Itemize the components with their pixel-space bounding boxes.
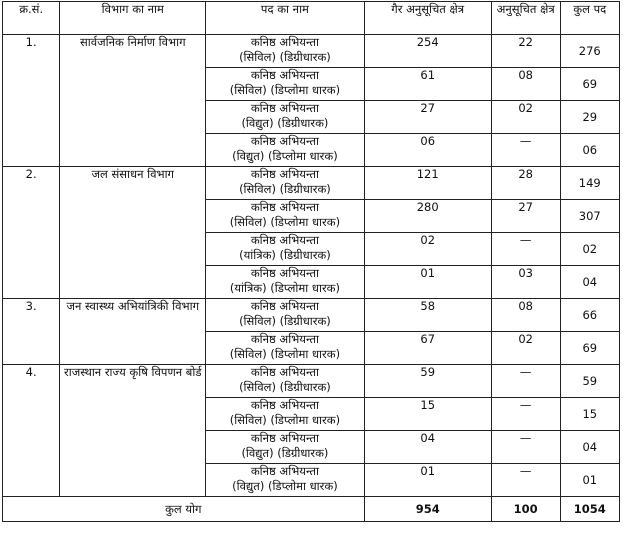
post-qualification: (यांत्रिक) (डिप्लोमा धारक): [229, 281, 340, 295]
post-qualification: (सिविल) (डिग्रीधारक): [239, 182, 331, 196]
vacancy-table: [2, 1, 620, 522]
general-area-count: 27: [364, 101, 491, 134]
post-qualification: (विद्युत) (डिप्लोमा धारक): [232, 149, 338, 163]
total-posts-count: 149: [560, 167, 619, 200]
header-post: पद का नाम: [206, 2, 364, 35]
total-posts-count: 04: [560, 266, 619, 299]
post-title: कनिष्ठ अभियन्ता: [250, 464, 320, 478]
total-posts-count: 15: [560, 398, 619, 431]
general-area-count: 121: [364, 167, 491, 200]
total-posts-count: 66: [560, 299, 619, 332]
post-title: कनिष्ठ अभियन्ता: [250, 398, 320, 412]
general-area-count: 02: [364, 233, 491, 266]
post-qualification: (सिविल) (डिग्रीधारक): [239, 50, 331, 64]
header-general: गैर अनुसूचित क्षेत्र: [364, 2, 491, 35]
table-body: [3, 35, 620, 497]
general-area-count: 58: [364, 299, 491, 332]
serial-number: 2.: [3, 167, 60, 299]
table-row: [3, 299, 620, 332]
post-name: [206, 431, 364, 464]
general-area-count: 15: [364, 398, 491, 431]
scheduled-area-count: 27: [491, 200, 560, 233]
post-title: कनिष्ठ अभियन्ता: [250, 167, 320, 181]
post-name: [206, 134, 364, 167]
header-department: विभाग का नाम: [60, 2, 206, 35]
post-name: [206, 167, 364, 200]
post-title: कनिष्ठ अभियन्ता: [250, 266, 320, 280]
scheduled-area-count: —: [491, 233, 560, 266]
post-qualification: (सिविल) (डिप्लोमा धारक): [229, 83, 341, 97]
scheduled-area-count: —: [491, 431, 560, 464]
post-name: [206, 332, 364, 365]
grand-total-general: 954: [364, 497, 491, 522]
table-row: [3, 365, 620, 398]
general-area-count: 254: [364, 35, 491, 68]
general-area-count: 61: [364, 68, 491, 101]
post-qualification: (सिविल) (डिप्लोमा धारक): [229, 413, 341, 427]
general-area-count: 67: [364, 332, 491, 365]
serial-number: 4.: [3, 365, 60, 497]
header-total: कुल पद: [560, 2, 619, 35]
total-posts-count: 307: [560, 200, 619, 233]
post-name: [206, 200, 364, 233]
post-qualification: (यांत्रिक) (डिग्रीधारक): [239, 248, 331, 262]
general-area-count: 59: [364, 365, 491, 398]
total-posts-count: 29: [560, 101, 619, 134]
general-area-count: 280: [364, 200, 491, 233]
post-title: कनिष्ठ अभियन्ता: [250, 35, 320, 49]
post-title: कनिष्ठ अभियन्ता: [250, 101, 320, 115]
department-name: जन स्वास्थ्य अभियांत्रिकी विभाग: [60, 299, 206, 365]
scheduled-area-count: 08: [491, 299, 560, 332]
scheduled-area-count: —: [491, 464, 560, 497]
general-area-count: 01: [364, 464, 491, 497]
serial-number: 1.: [3, 35, 60, 167]
post-name: [206, 101, 364, 134]
department-name: जल संसाधन विभाग: [60, 167, 206, 299]
grand-total-total: 1054: [560, 497, 619, 522]
scheduled-area-count: 03: [491, 266, 560, 299]
table-row: [3, 167, 620, 200]
scheduled-area-count: —: [491, 134, 560, 167]
header-scheduled: अनुसूचित क्षेत्र: [491, 2, 560, 35]
serial-number: 3.: [3, 299, 60, 365]
post-name: [206, 398, 364, 431]
post-name: [206, 365, 364, 398]
post-name: [206, 464, 364, 497]
total-posts-count: 02: [560, 233, 619, 266]
post-qualification: (सिविल) (डिग्रीधारक): [239, 380, 331, 394]
post-name: [206, 233, 364, 266]
grand-total-scheduled: 100: [491, 497, 560, 522]
post-name: [206, 266, 364, 299]
scheduled-area-count: 02: [491, 332, 560, 365]
general-area-count: 06: [364, 134, 491, 167]
post-title: कनिष्ठ अभियन्ता: [250, 299, 320, 313]
total-posts-count: 01: [560, 464, 619, 497]
post-title: कनिष्ठ अभियन्ता: [250, 365, 320, 379]
post-qualification: (सिविल) (डिप्लोमा धारक): [229, 347, 341, 361]
header-sn: क्र.सं.: [3, 2, 60, 35]
post-title: कनिष्ठ अभियन्ता: [250, 233, 320, 247]
post-title: कनिष्ठ अभियन्ता: [250, 134, 320, 148]
post-title: कनिष्ठ अभियन्ता: [250, 68, 320, 82]
total-posts-count: 59: [560, 365, 619, 398]
scheduled-area-count: 22: [491, 35, 560, 68]
header-row: [3, 2, 620, 35]
post-qualification: (विद्युत) (डिप्लोमा धारक): [232, 479, 338, 493]
post-qualification: (सिविल) (डिग्रीधारक): [239, 314, 331, 328]
post-title: कनिष्ठ अभियन्ता: [250, 431, 320, 445]
general-area-count: 04: [364, 431, 491, 464]
scheduled-area-count: —: [491, 365, 560, 398]
grand-total-row: [3, 497, 620, 522]
post-name: [206, 299, 364, 332]
scheduled-area-count: —: [491, 398, 560, 431]
total-posts-count: 06: [560, 134, 619, 167]
general-area-count: 01: [364, 266, 491, 299]
post-qualification: (सिविल) (डिप्लोमा धारक): [229, 215, 341, 229]
table-row: [3, 35, 620, 68]
post-title: कनिष्ठ अभियन्ता: [250, 200, 320, 214]
grand-total-label: कुल योग: [3, 497, 365, 522]
post-name: [206, 68, 364, 101]
post-name: [206, 35, 364, 68]
post-qualification: (विद्युत) (डिग्रीधारक): [241, 446, 329, 460]
post-title: कनिष्ठ अभियन्ता: [250, 332, 320, 346]
department-name: राजस्थान राज्य कृषि विपणन बोर्ड: [60, 365, 206, 497]
total-posts-count: 69: [560, 332, 619, 365]
total-posts-count: 04: [560, 431, 619, 464]
total-posts-count: 276: [560, 35, 619, 68]
total-posts-count: 69: [560, 68, 619, 101]
scheduled-area-count: 08: [491, 68, 560, 101]
scheduled-area-count: 28: [491, 167, 560, 200]
scheduled-area-count: 02: [491, 101, 560, 134]
department-name: सार्वजनिक निर्माण विभाग: [60, 35, 206, 167]
post-qualification: (विद्युत) (डिग्रीधारक): [241, 116, 329, 130]
